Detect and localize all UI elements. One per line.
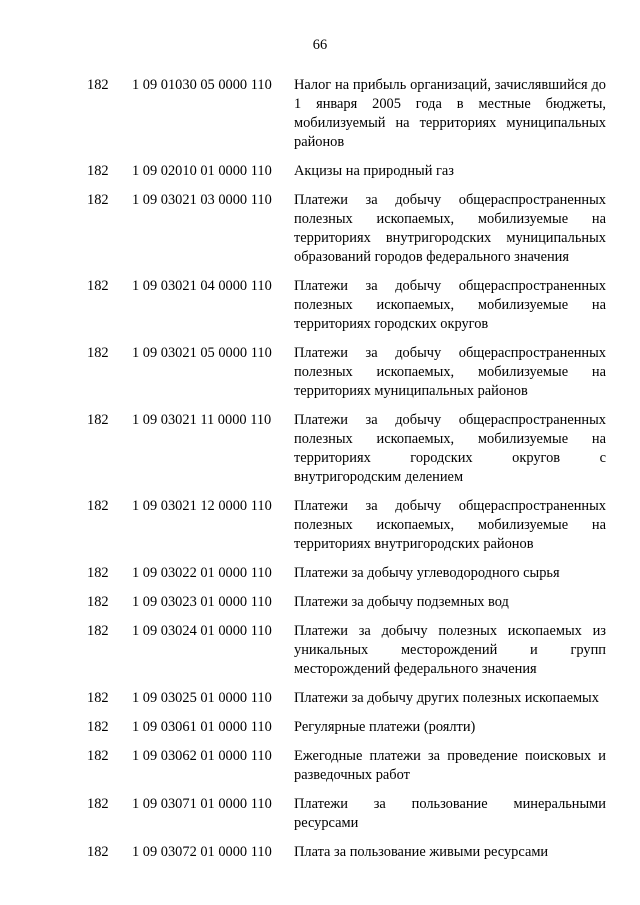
revenue-description: Платежи за добычу полезных ископаемых из уникальных месторождений и групп месторождений федерального значения xyxy=(294,623,606,677)
revenue-description: Платежи за добычу общераспространенных полезных ископаемых, мобилизуемые на территориях городских округов xyxy=(294,278,606,332)
admin-code: 182 xyxy=(87,278,109,294)
revenue-description: Налог на прибыль организаций, зачислявшийся до 1 января 2005 года в местные бюджеты, мобилизуемый на территориях муниципальных районов xyxy=(294,77,606,150)
budget-classification-code: 1 09 03061 01 0000 110 xyxy=(132,719,272,735)
revenue-description: Платежи за добычу общераспространенных полезных ископаемых, мобилизуемые на территориях внутригородских муниципальных образований городов федерального значения xyxy=(294,192,606,265)
table-row xyxy=(84,689,606,708)
budget-classification-code: 1 09 03021 05 0000 110 xyxy=(132,345,272,361)
admin-code: 182 xyxy=(87,345,109,361)
budget-classification-code: 1 09 03024 01 0000 110 xyxy=(132,623,272,639)
table-row xyxy=(84,622,606,679)
revenue-description: Платежи за добычу общераспространенных полезных ископаемых, мобилизуемые на территориях муниципальных районов xyxy=(294,345,606,399)
budget-classification-code: 1 09 03022 01 0000 110 xyxy=(132,565,272,581)
table-row xyxy=(84,718,606,737)
budget-classification-code: 1 09 02010 01 0000 110 xyxy=(132,163,272,179)
revenue-description: Ежегодные платежи за проведение поисковых и разведочных работ xyxy=(294,748,606,783)
table-row xyxy=(84,76,606,152)
table-row xyxy=(84,843,606,862)
revenue-description: Плата за пользование живыми ресурсами xyxy=(294,844,549,860)
budget-classification-code: 1 09 03021 11 0000 110 xyxy=(132,412,272,428)
table-row xyxy=(84,747,606,785)
budget-classification-code: 1 09 03025 01 0000 110 xyxy=(132,690,272,706)
revenue-code-table xyxy=(84,76,606,872)
page-number: 66 xyxy=(312,37,328,53)
budget-classification-code: 1 09 03021 03 0000 110 xyxy=(132,192,272,208)
table-row xyxy=(84,411,606,487)
admin-code: 182 xyxy=(87,594,109,610)
admin-code: 182 xyxy=(87,77,109,93)
admin-code: 182 xyxy=(87,412,109,428)
revenue-description: Платежи за добычу других полезных ископаемых xyxy=(294,690,599,706)
budget-classification-code: 1 09 03062 01 0000 110 xyxy=(132,748,272,764)
admin-code: 182 xyxy=(87,690,109,706)
admin-code: 182 xyxy=(87,844,109,860)
table-row xyxy=(84,593,606,612)
budget-classification-code: 1 09 03072 01 0000 110 xyxy=(132,844,272,860)
table-row xyxy=(84,497,606,554)
admin-code: 182 xyxy=(87,623,109,639)
admin-code: 182 xyxy=(87,498,109,514)
table-row xyxy=(84,191,606,267)
table-row xyxy=(84,344,606,401)
budget-classification-code: 1 09 03021 12 0000 110 xyxy=(132,498,272,514)
revenue-description: Платежи за добычу общераспространенных полезных ископаемых, мобилизуемые на территориях городских округов с внутригородским делением xyxy=(294,412,606,485)
table-row xyxy=(84,564,606,583)
budget-classification-code: 1 09 03071 01 0000 110 xyxy=(132,796,272,812)
revenue-description: Регулярные платежи (роялти) xyxy=(294,719,476,735)
revenue-description: Платежи за добычу общераспространенных полезных ископаемых, мобилизуемые на территориях внутригородских районов xyxy=(294,498,606,552)
table-row xyxy=(84,795,606,833)
admin-code: 182 xyxy=(87,192,109,208)
admin-code: 182 xyxy=(87,565,109,581)
revenue-description: Платежи за добычу подземных вод xyxy=(294,594,509,610)
admin-code: 182 xyxy=(87,719,109,735)
admin-code: 182 xyxy=(87,163,109,179)
revenue-description: Акцизы на природный газ xyxy=(294,163,454,179)
admin-code: 182 xyxy=(87,796,109,812)
revenue-description: Платежи за пользование минеральными ресурсами xyxy=(294,796,606,831)
admin-code: 182 xyxy=(87,748,109,764)
budget-classification-code: 1 09 03021 04 0000 110 xyxy=(132,278,272,294)
table-row xyxy=(84,277,606,334)
budget-classification-code: 1 09 03023 01 0000 110 xyxy=(132,594,272,610)
table-row xyxy=(84,162,606,181)
revenue-description: Платежи за добычу углеводородного сырья xyxy=(294,565,560,581)
budget-classification-code: 1 09 01030 05 0000 110 xyxy=(132,77,272,93)
